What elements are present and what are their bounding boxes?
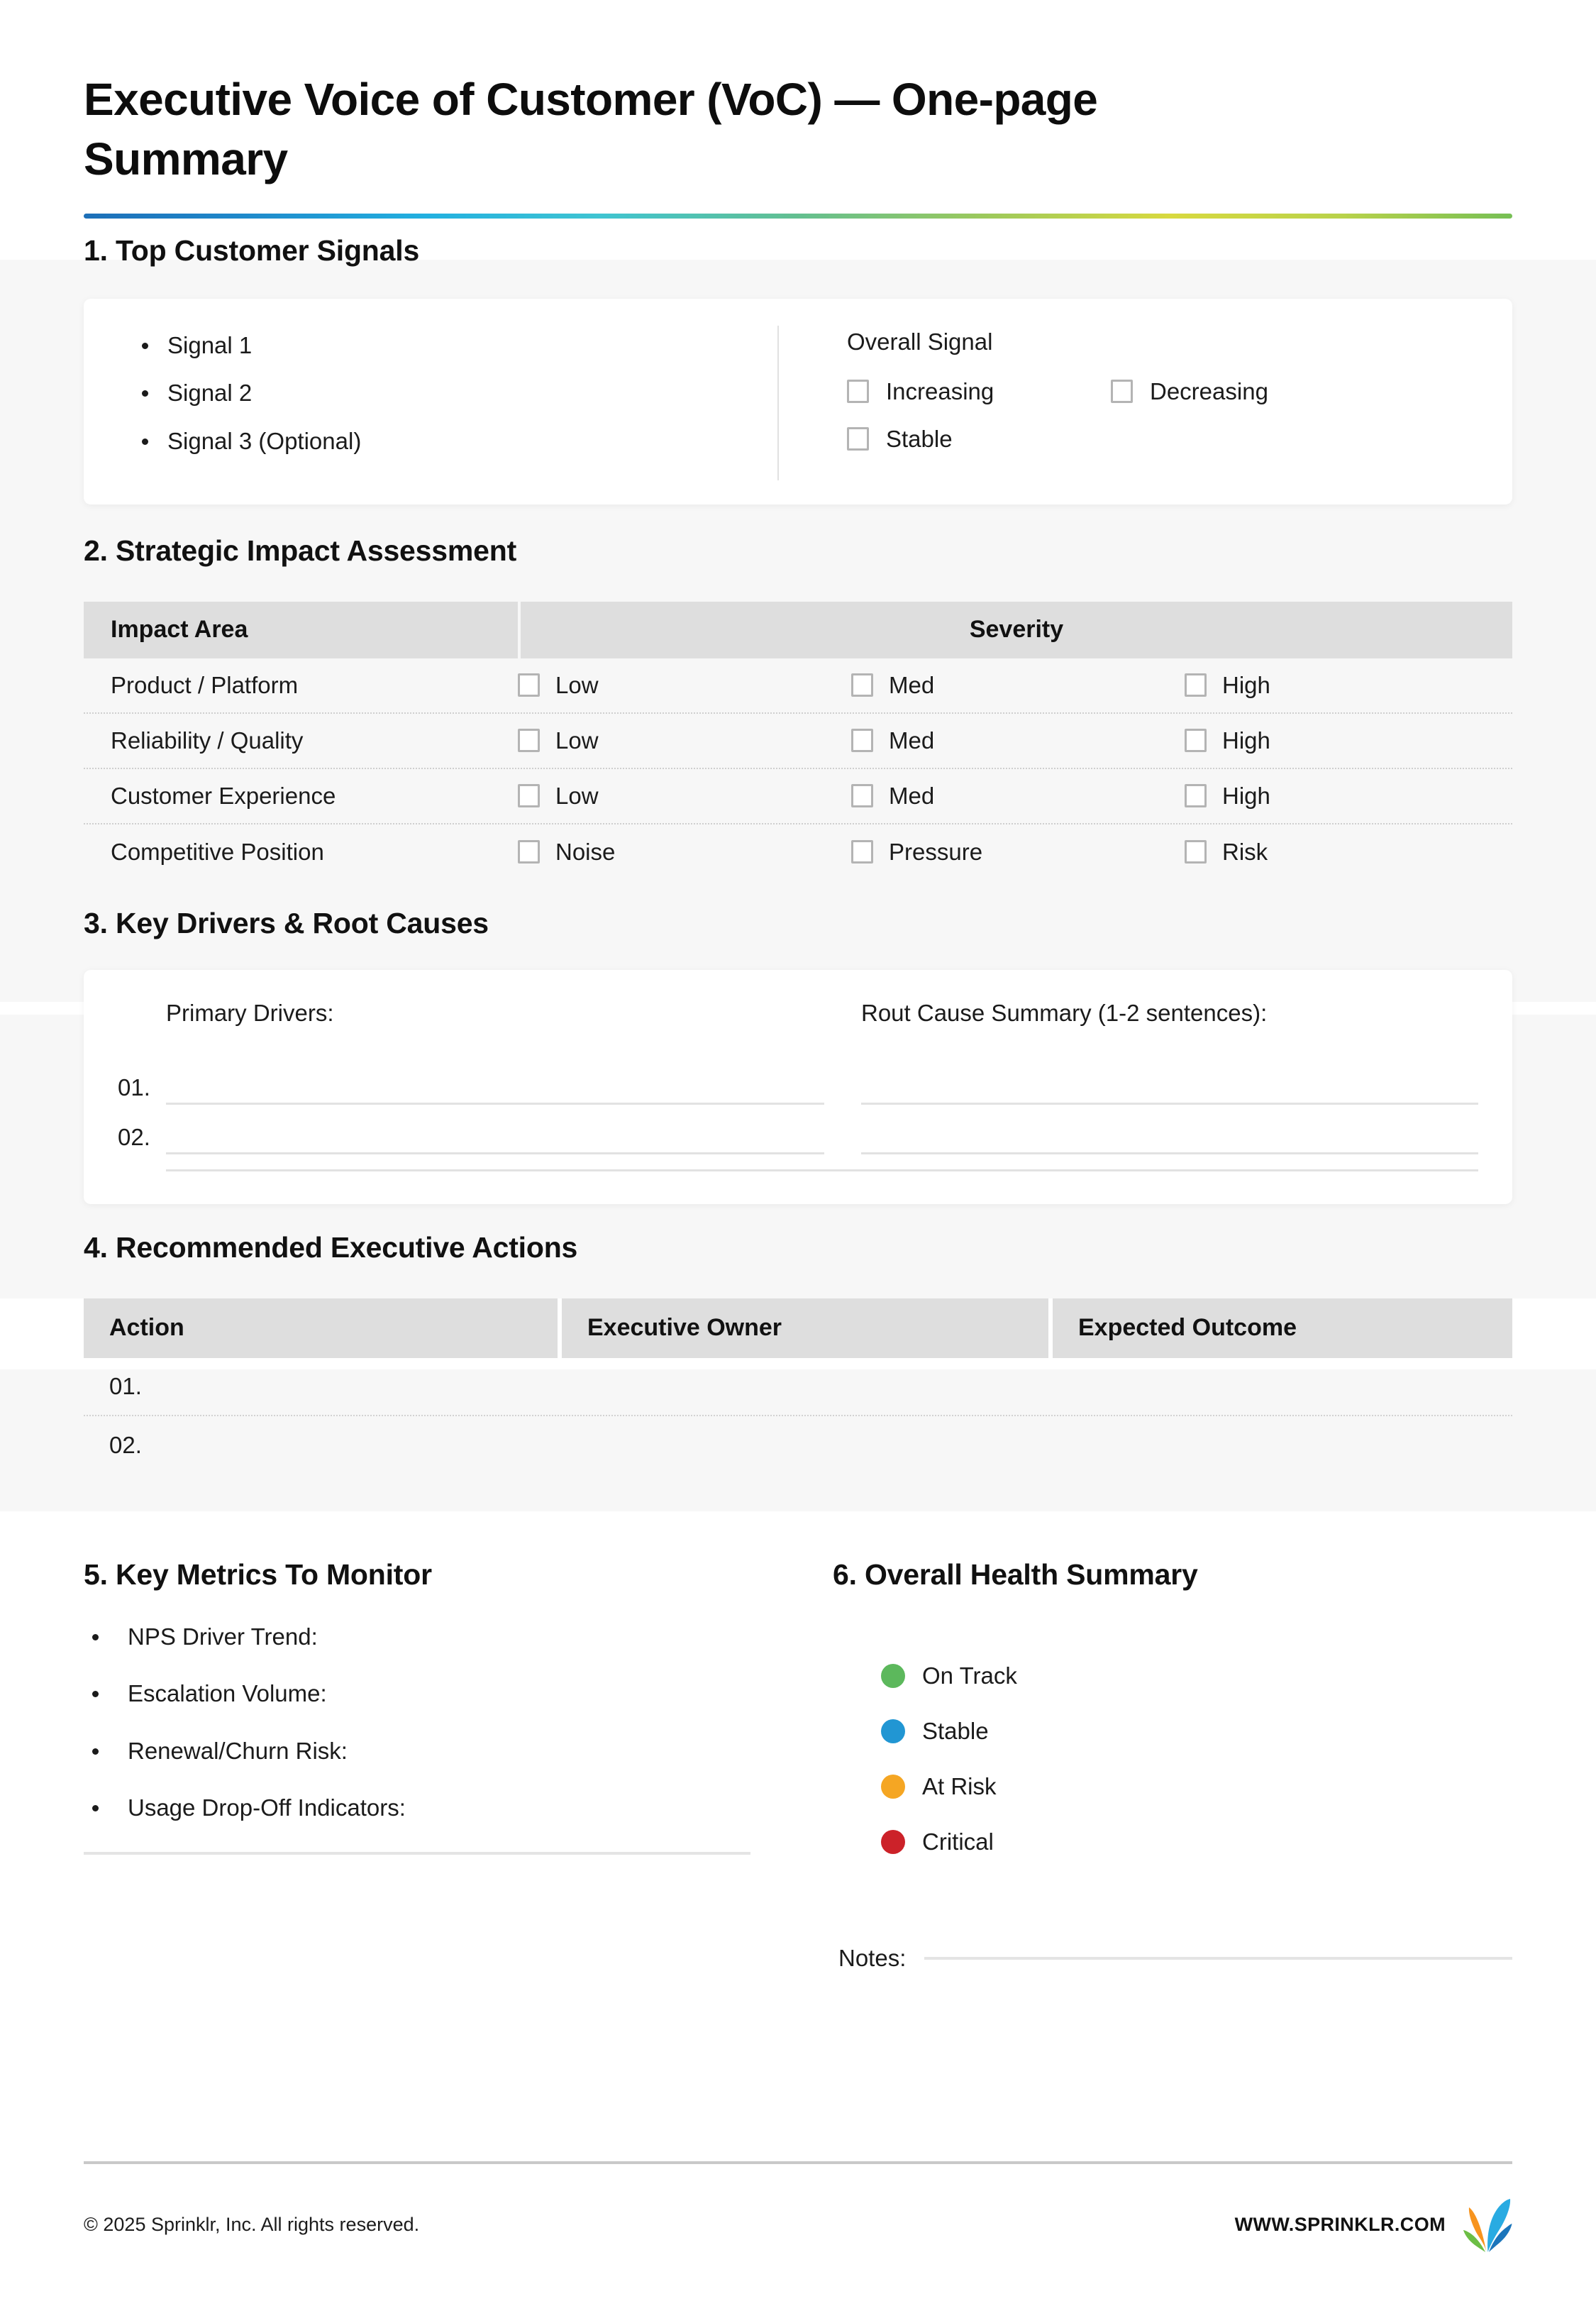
table-row [84, 769, 1512, 824]
health-status-legend [833, 1662, 1315, 1884]
website-url[interactable]: WWW.SPRINKLR.COM [1234, 2213, 1446, 2235]
list-item: Signal 3 (Optional) [129, 429, 777, 454]
checkbox-label: High [1222, 782, 1270, 809]
section-5 [84, 1558, 809, 1972]
section-4-heading: 4. Recommended Executive Actions [84, 1230, 578, 1264]
table-row[interactable]: 01. [84, 1358, 1512, 1416]
checkbox-option-risk[interactable] [1185, 839, 1512, 866]
checkbox-option-pressure[interactable] [851, 839, 1185, 866]
status-critical[interactable] [881, 1828, 1094, 1855]
status-stable[interactable] [881, 1718, 1094, 1745]
checkbox-label: Increasing [886, 377, 994, 404]
list-item: Escalation Volume: [84, 1681, 809, 1706]
copyright-text: © 2025 Sprinklr, Inc. All rights reserved. [84, 2213, 420, 2235]
column-header-executive-owner: Executive Owner [562, 1298, 1048, 1358]
section-3-card [84, 970, 1512, 1204]
section-2-heading: 2. Strategic Impact Assessment [84, 534, 517, 567]
title-gradient-rule [84, 214, 1512, 219]
top-signals-list [129, 333, 777, 454]
checkbox-label: Stable [886, 425, 953, 452]
checkbox-option-low[interactable] [518, 672, 851, 699]
list-item: NPS Driver Trend: [84, 1624, 809, 1650]
checkbox-option-stable[interactable] [847, 426, 1111, 453]
list-item: Usage Drop-Off Indicators: [84, 1795, 809, 1821]
driver-row-1 [118, 1055, 844, 1105]
impact-area-label: Competitive Position [111, 838, 324, 865]
status-dot-green-icon [881, 1664, 905, 1688]
notes-row [833, 1945, 1512, 1972]
status-at-risk[interactable] [881, 1773, 1139, 1800]
root-cause-column [844, 1000, 1478, 1154]
impact-assessment-table [84, 602, 1512, 880]
checkbox-icon[interactable] [851, 673, 873, 697]
list-item: Signal 1 [129, 333, 777, 358]
table-header-row [84, 602, 1512, 658]
impact-area-label: Reliability / Quality [111, 727, 304, 754]
footer-content [84, 2195, 1512, 2253]
root-cause-input-line[interactable] [861, 1103, 1478, 1105]
section-6 [809, 1558, 1512, 1972]
section-1-card [84, 299, 1512, 504]
checkbox-icon[interactable] [851, 784, 873, 807]
checkbox-option-med[interactable] [851, 783, 1185, 810]
notes-input-line[interactable] [924, 1957, 1512, 1960]
impact-area-label: Customer Experience [111, 782, 336, 809]
checkbox-option-high[interactable] [1185, 672, 1512, 699]
checkbox-icon[interactable] [1111, 380, 1133, 403]
status-label: At Risk [922, 1772, 997, 1799]
checkbox-option-high[interactable] [1185, 727, 1512, 754]
checkbox-option-low[interactable] [518, 727, 851, 754]
checkbox-label: Low [555, 727, 599, 754]
table-row[interactable]: 02. [109, 1431, 142, 1458]
overall-signal-group [779, 299, 1512, 473]
checkbox-icon[interactable] [851, 840, 873, 864]
checkbox-option-decreasing[interactable] [1111, 378, 1268, 405]
checkbox-icon[interactable] [1185, 729, 1207, 752]
primary-drivers-label: Primary Drivers: [166, 999, 334, 1026]
checkbox-label: Pressure [889, 838, 983, 865]
row-number: 02. [118, 1123, 150, 1150]
checkbox-label: Low [555, 782, 599, 809]
column-header-action: Action [84, 1298, 558, 1358]
section-3-heading: 3. Key Drivers & Root Causes [84, 906, 489, 939]
checkbox-option-low[interactable] [518, 783, 851, 810]
status-label: Stable [922, 1717, 989, 1744]
status-dot-orange-icon [881, 1775, 905, 1799]
root-cause-row-1 [844, 1055, 1478, 1105]
checkbox-icon[interactable] [518, 729, 540, 752]
checkbox-label: High [1222, 671, 1270, 698]
checkbox-icon[interactable] [847, 427, 869, 451]
checkbox-option-med[interactable] [851, 727, 1185, 754]
row-number: 01. [118, 1074, 150, 1100]
driver-input-line[interactable] [166, 1103, 824, 1105]
table-header-row [84, 1298, 1512, 1358]
root-cause-input-line[interactable] [861, 1152, 1478, 1154]
checkbox-label: Med [889, 671, 935, 698]
sections-5-6-row [84, 1558, 1512, 1972]
list-item: Renewal/Churn Risk: [84, 1738, 809, 1764]
primary-drivers-column [118, 1000, 844, 1154]
drivers-extra-input-line[interactable] [166, 1169, 1478, 1171]
checkbox-icon[interactable] [1185, 673, 1207, 697]
checkbox-label: Noise [555, 838, 616, 865]
table-row [84, 824, 1512, 880]
checkbox-icon[interactable] [518, 840, 540, 864]
table-row [84, 714, 1512, 769]
checkbox-icon[interactable] [1185, 784, 1207, 807]
section-1-heading: 1. Top Customer Signals [84, 233, 420, 267]
executive-actions-table [84, 1298, 1512, 1474]
section-5-heading: 5. Key Metrics To Monitor [84, 1557, 432, 1591]
checkbox-icon[interactable] [847, 380, 869, 403]
overall-signal-label: Overall Signal [847, 328, 993, 355]
impact-area-label: Product / Platform [111, 671, 299, 698]
checkbox-icon[interactable] [518, 784, 540, 807]
key-metrics-input-line[interactable] [84, 1852, 750, 1855]
root-cause-row-2 [844, 1105, 1478, 1154]
column-header-impact-area: Impact Area [84, 602, 518, 658]
drivers-columns [118, 1000, 1478, 1154]
root-cause-label: Rout Cause Summary (1-2 sentences): [861, 999, 1268, 1026]
checkbox-icon[interactable] [1185, 840, 1207, 864]
checkbox-label: Med [889, 782, 935, 809]
checkbox-option-noise[interactable] [518, 839, 851, 866]
key-metrics-list [84, 1624, 809, 1821]
checkbox-option-increasing[interactable] [847, 378, 1111, 405]
checkbox-option-med[interactable] [851, 672, 1185, 699]
driver-row-2 [118, 1105, 844, 1154]
footer-divider [84, 2161, 1512, 2164]
checkbox-icon[interactable] [851, 729, 873, 752]
section-6-heading: 6. Overall Health Summary [833, 1557, 1198, 1591]
sprinklr-logo-icon [1461, 2195, 1512, 2253]
overall-signal-options [847, 378, 1512, 473]
checkbox-icon[interactable] [518, 673, 540, 697]
status-dot-red-icon [881, 1830, 905, 1854]
status-on-track[interactable] [881, 1662, 1139, 1689]
checkbox-label: Decreasing [1150, 377, 1268, 404]
status-label: On Track [922, 1662, 1017, 1689]
driver-input-line[interactable] [166, 1152, 824, 1154]
status-label: Critical [922, 1828, 994, 1855]
checkbox-label: Med [889, 727, 935, 754]
column-header-severity: Severity [521, 602, 1512, 658]
checkbox-option-high[interactable] [1185, 783, 1512, 810]
checkbox-label: Risk [1222, 838, 1268, 865]
page-title: Executive Voice of Customer (VoC) — One-page Summary [84, 74, 1098, 185]
top-signals-list-wrap [84, 299, 777, 476]
column-header-expected-outcome: Expected Outcome [1053, 1298, 1512, 1358]
checkbox-label: Low [555, 671, 599, 698]
table-row [84, 658, 1512, 714]
status-dot-blue-icon [881, 1719, 905, 1743]
notes-label: Notes: [838, 1944, 907, 1971]
checkbox-label: High [1222, 727, 1270, 754]
page-footer [84, 2161, 1512, 2253]
list-item: Signal 2 [129, 380, 777, 406]
footer-brand [1235, 2195, 1512, 2253]
